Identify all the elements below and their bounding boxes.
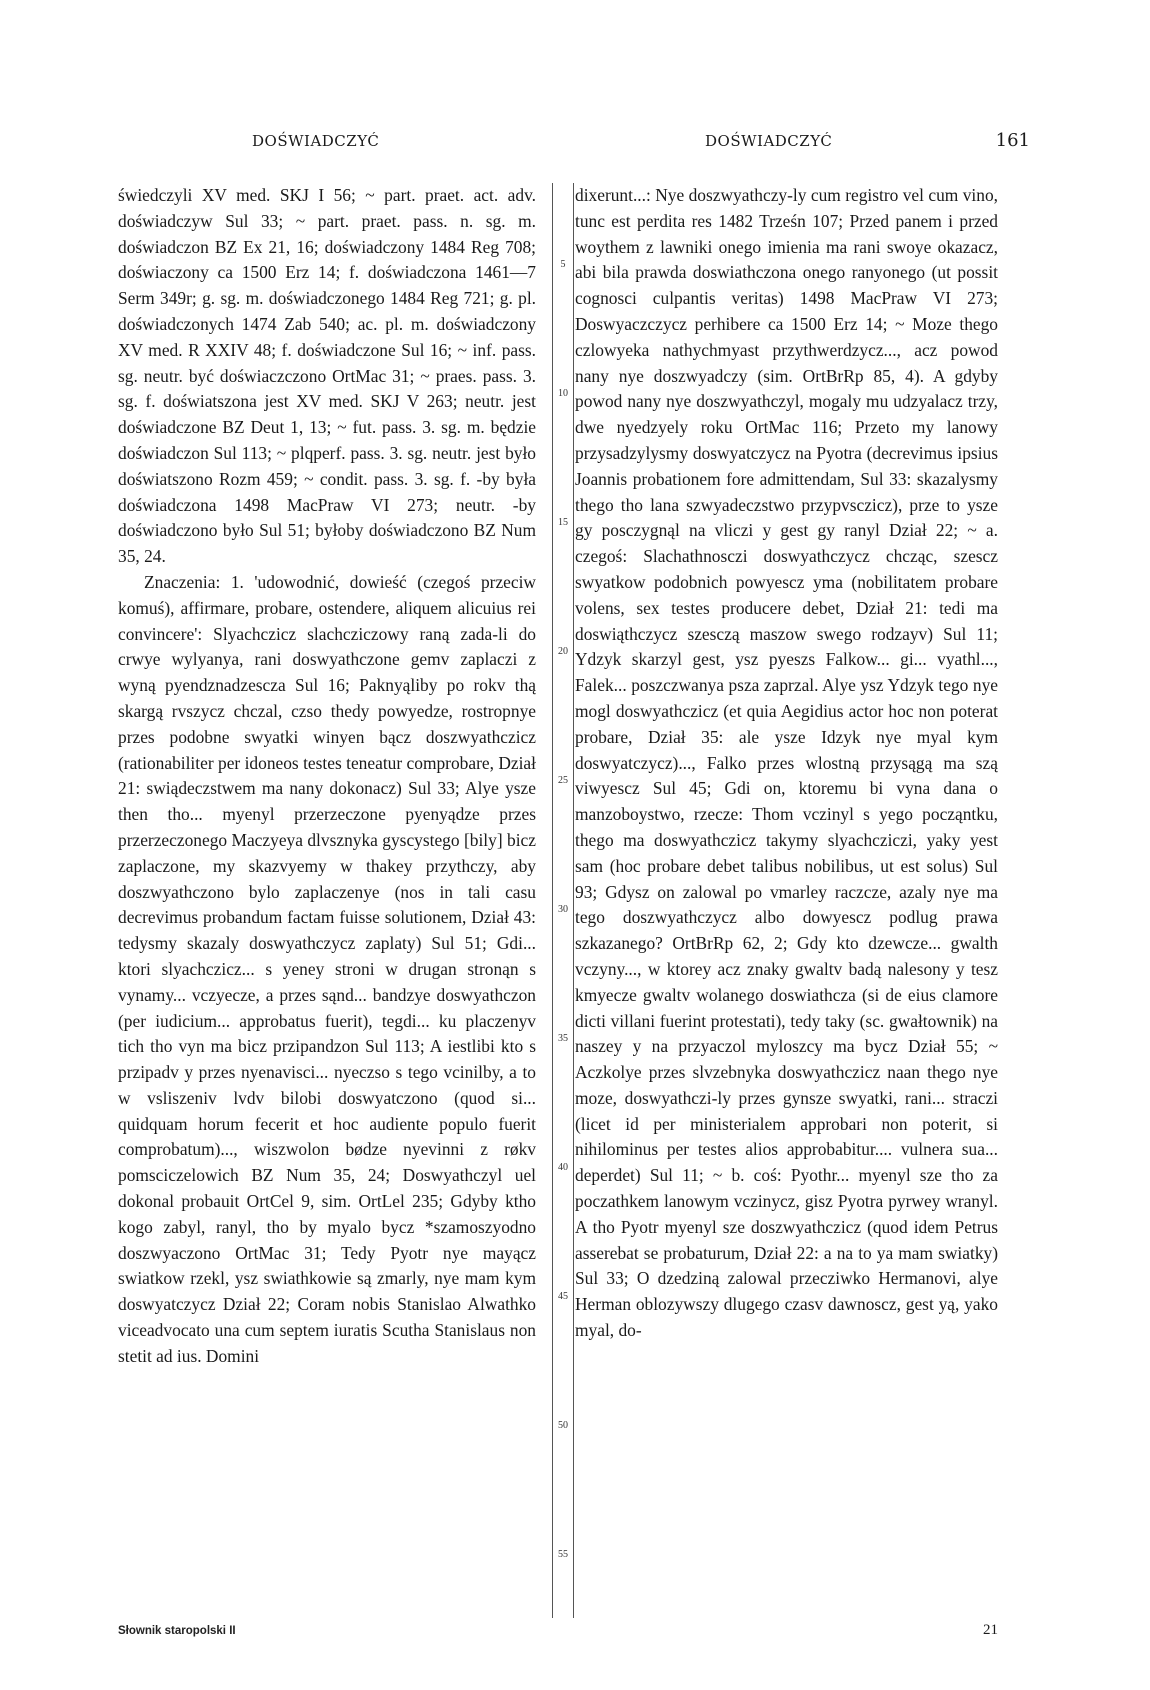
line-number: 15 <box>558 517 568 528</box>
line-number: 35 <box>558 1033 568 1044</box>
line-number: 25 <box>558 775 568 786</box>
column-rule-left <box>552 183 553 1618</box>
running-head-left: DOŚWIADCZYĆ <box>252 132 380 150</box>
line-number: 55 <box>558 1549 568 1560</box>
page-number: 161 <box>995 130 1030 151</box>
footer-book-title: Słownik staropolski II <box>118 1625 236 1637</box>
line-number: 40 <box>558 1162 568 1173</box>
line-number: 10 <box>558 388 568 399</box>
left-paragraph-meanings: Znaczenia: 1. 'udowodnić, dowieść (czegoś przeciw komuś), affirmare, probare, ostendere, aliquem alicuius rei convincere': Slyachczicz slachcziczowy raną zada-li do crwye wylyanya, rani doswyathczone gemv zaplaczi z wyną pyendznadzescza Sul 16; Paknyąliby po rokv thą skargą rvszycz chczal, czso thedy powyedze, rostropnye przes podobne swyatki winyen bącz doszwyathczicz (rationabiliter per idoneos testes teneatur comprobare, Dział 21: swiądeczstwem ma nany dokonacz) Sul 33; Alye ysze then tho... myenyl przerzeczone pyenyądze przes przerzeczonego Maczyeya dlvsznyka gyscystego [bily] bicz zaplaczone, my skazvyemy w thakey przythczy, aby doszwyathczono bylo zaplaczenye (nos in tali casu decrevimus probandum factam fuisse solutionem, Dział 43: tedysmy skazaly doswyathczycz zaplaty) Sul 51; Gdi... ktori slyachczicz... s yeney stroni w drugan stronąn s vynamy... vczyecze, a przes sąnd... bandzye doswyathczon (per iudicium... approbatus fuerit), tegdi... ku placzenyv tich tho vyn ma bicz przipandzon Sul 113; A iestlibi kto s przipadv y przes nyenavisci... nyeczso s tego vcinilby, a to w vsliszeniv lvdv bilobi doswyatczono (quod si... quidquam horum fecerit et hoc audiente populo fuerit comprobatum)..., wiszwolon bødze nyevinni z røkv pomsciczelowich BZ Num 35, 24; Doswyathczyl uel dokonal probauit OrtCel 9, sim. OrtLel 235; Gdyby ktho kogo zabyl, ranyl, tho by myalo bycz *szamoszyodno doszwyaczono OrtMac 31; Tedy Pyotr nye mayącz swiatkow rzekl, ysz swiathkowie są zmarly, nye mam kym doswyatczycz Dział 22; Coram nobis Stanislao Alwathko viceadvocato una cum septem iuratis Scutha Stanislaus non stetit ad ius. Domini <box>118 571 536 1366</box>
line-number: 45 <box>558 1291 568 1302</box>
line-number: 5 <box>560 259 566 270</box>
line-number: 30 <box>558 904 568 915</box>
footer-signature-number: 21 <box>983 1622 998 1638</box>
line-numbers <box>555 183 571 1618</box>
column-rule-right <box>573 183 574 1618</box>
line-number: 50 <box>558 1420 568 1431</box>
right-paragraph: dixerunt...: Nye doszwyathczy-ly cum registro vel cum vino, tunc est perdita res 1482 Trześn 107; Przed panem i przed woythem z lawniki onego imienia ma rani swoye okazacz, abi bila prawda doswiathczona onego ranyonego (ut possit cognosci culpantis veritas) 1498 MacPraw VI 273; Doswyaczczycz perhibere ca 1500 Erz 14; ~ Moze thego czlowyeka nathychmyast przythwerdzycz..., acz powod nany nye doszwyadczy (sim. OrtBrRp 85, 4). A gdyby powod nany nye doszwyathczyl, mogaly mu udzyalacz trzy, dwe nyedzyely roku OrtMac 116; Przeto my lanowy przysadzylysmy doswyatczycz na Pyotra (decrevimus ipsius Joannis probationem fore admittendam, Sul 33: skazalysmy thego tho lana szwyadeczstwo przypvsczicz), prze to ysze gy posczygnąl na vliczi y gest gy ranyl Dział 22; ~ a. czegoś: Slachathnosczi doswyathczycz chcząc, szescz swyatkow podobnich powyescz yma (nobilitatem probare volens, sex testes producere debet, Dział 21: tedi ma doswiąthczycz szesczą maszow swego rodzayv) Sul 11; Ydzyk skarzyl gest, ysz pyeszs Falkow... gi... vyathl..., Falek... poszczwanya psza zaprzal. Alye ysz Ydzyk tego nye mogl doswyathczicz (et quia Aegidius actor hoc non poterat probare, Dział 35: ale ysze Idzyk nye myal kym doswyatczycz)..., Falko przes wlostną przysągą ma szą viwyescz Sul 45; Gdi on, ktoremu bi vyna dana o manzoboystwo, rzecze: Thom vczinyl s yego począntku, thego ma doswyathczicz takymy slyachcziczi, yaky yest sam (hoc probare debet talibus nobilibus, ut est solus) Sul 93; Gdysz on zalowal po vmarley raczcze, azaly nye ma tego doszwyathczycz albo dowyescz podlug prawa szkazanego? OrtBrRp 62, 2; Gdy kto dzewcze... gwalth vczyny..., w ktorey acz znaky gwaltv badą nalesony y tesz kmyecze gwaltv wolanego doswiathcza (si de eius clamore dicti villani fuerint protestati), tedy taky (sc. gwałtownik) na naszey y na przyaczol myloszcy ma bycz Dział 55; ~ Aczkolye przes slvzebnyka doswyathczicz naan thego nye moze, doswyathczi-ly przes gynsze swyatki, rani... straczi (licet id per ministerialem approbari non poterit, si nihilominus per testes alios approbabitur.... vulnera sua... deperdet) Sul 11; ~ b. coś: Pyothr... myenyl sze tho za poczathkem lanowym vczinycz, gisz Pyotra pyrwey wranyl. A tho Pyotr myenyl sze doszwyathczicz (quod idem Petrus asserebat se probaturum, Dział 22: a na to ya mam swiatky) Sul 33; O dzedziną zalowal przecziwko Hermanovi, alye Herman oblozywszy dlugego czasv dawnoscz, gest yą, yako myal, do- <box>575 185 998 1341</box>
line-number: 20 <box>558 646 568 657</box>
running-head-right: DOŚWIADCZYĆ <box>705 132 833 150</box>
left-paragraph-forms: świedczyli XV med. SKJ I 56; ~ part. praet. act. adv. doświadczyw Sul 33; ~ part. praet. pass. n. sg. m. doświadczon BZ Ex 21, 16; doświadczony 1484 Reg 708; doświaczony ca 1500 Erz 14; f. doświadczona 1461—7 Serm 349r; g. sg. m. doświadczonego 1484 Reg 721; g. pl. doświadczonych 1474 Zab 540; ac. pl. m. doświadczony XV med. R XXIV 48; f. doświadczone Sul 16; ~ inf. pass. sg. neutr. być doświaczczono OrtMac 31; ~ praes. pass. 3. sg. f. doświatszona jest XV med. SKJ V 263; neutr. jest doświadczone BZ Deut 1, 13; ~ fut. pass. 3. sg. m. będzie doświadczon Sul 113; ~ plqperf. pass. 3. sg. neutr. jest było doświatszono Rozm 459; ~ condit. pass. 3. sg. f. -by była doświadczona 1498 MacPraw VI 273; neutr. -by doświadczono było Sul 51; byłoby doświadczono BZ Num 35, 24. <box>118 185 536 567</box>
left-column <box>118 183 536 1618</box>
right-column <box>575 183 998 1618</box>
